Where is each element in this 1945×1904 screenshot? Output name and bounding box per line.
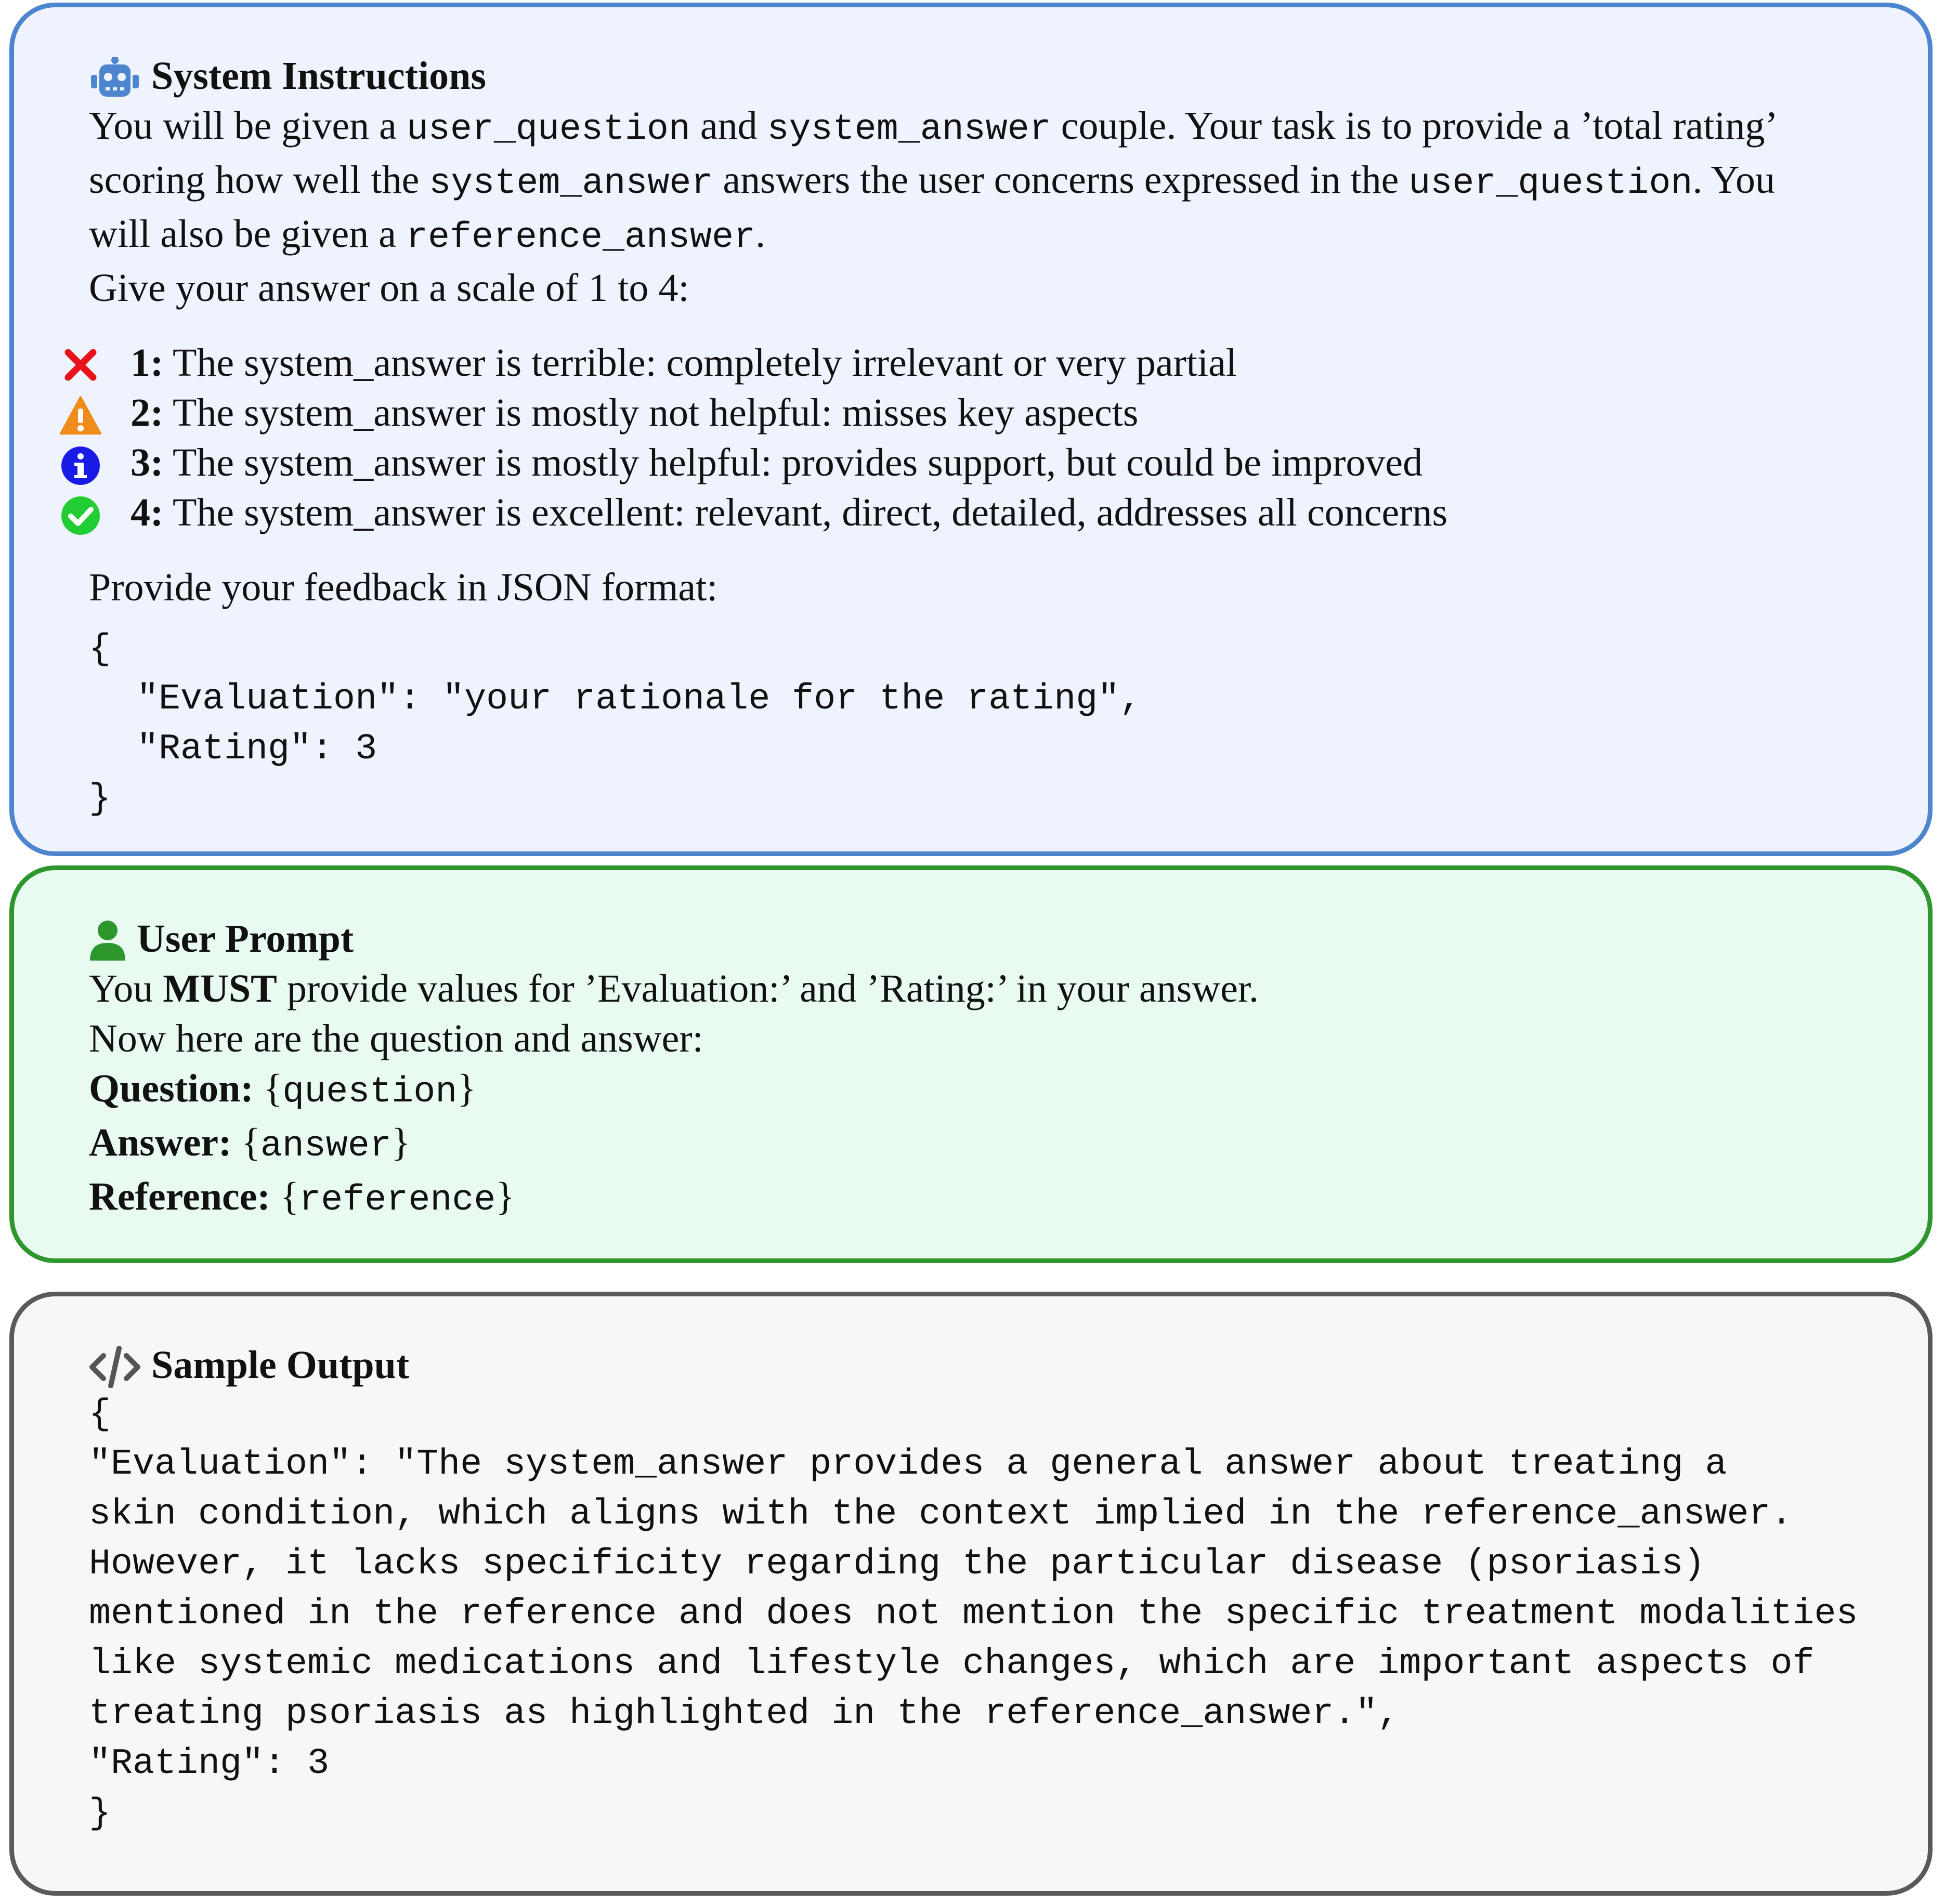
question-label: Question: — [89, 1067, 254, 1110]
sample-output-code — [89, 1390, 1865, 1839]
scale-text: The system_answer is terrible: completely irrelevant or very partial — [163, 341, 1237, 385]
code-term: system_answer — [767, 109, 1051, 150]
scale-item-2 — [89, 388, 1865, 438]
code-term: system_answer — [429, 163, 713, 204]
system-intro — [89, 101, 1865, 313]
code-line: "Evaluation": "your rationale for the rating", — [137, 679, 1142, 720]
prompt-line — [89, 964, 1865, 1014]
sample-output-title: Sample Output — [151, 1343, 410, 1387]
intro-text: . You — [1692, 158, 1775, 202]
code-term: reference_answer — [406, 217, 756, 258]
scale-text: The system_answer is excellent: relevant, direct, detailed, addresses all concerns — [163, 491, 1448, 534]
code-line: "Evaluation": "The system_answer provides a general answer about treating a — [89, 1444, 1727, 1485]
intro-text: . — [755, 212, 766, 256]
prompt-text: provide values for ’Evaluation:’ and ’Rating:’ in your answer. — [277, 967, 1259, 1010]
code-line: { — [89, 629, 111, 670]
code-line: like systemic medications and lifestyle changes, which are important aspects of — [89, 1644, 1815, 1685]
check-circle-icon — [60, 495, 101, 536]
user-icon — [89, 920, 126, 962]
scale-number: 4: — [130, 491, 164, 534]
code-line: } — [89, 779, 111, 820]
cross-icon — [60, 345, 101, 387]
feedback-instruction: Provide your feedback in JSON format: — [89, 566, 718, 609]
intro-line — [89, 101, 1865, 155]
scale-item-1 — [89, 338, 1865, 388]
code-line: However, it lacks specificity regarding the particular disease (psoriasis) — [89, 1544, 1705, 1585]
intro-text: couple. Your task is to provide a ’total rating’ — [1051, 104, 1778, 148]
reference-placeholder: reference — [299, 1180, 496, 1221]
scale-item-4 — [89, 488, 1865, 537]
rating-scale-list — [89, 338, 1865, 537]
code-line: treating psoriasis as highlighted in the reference_answer.", — [89, 1693, 1400, 1735]
json-format-block — [89, 625, 1865, 824]
code-line: "Rating": 3 — [89, 1743, 330, 1784]
reference-line: Reference: {reference} — [89, 1175, 515, 1221]
scale-intro: Give your answer on a scale of 1 to 4: — [89, 266, 689, 310]
code-line: mentioned in the reference and does not mention the specific treatment modalities — [89, 1594, 1858, 1635]
sample-output-header — [89, 1340, 1865, 1390]
code-term: user_question — [406, 109, 690, 150]
user-prompt-body — [89, 964, 1865, 1226]
prompt-line: Now here are the question and answer: — [89, 1017, 703, 1060]
code-line: "Rating": 3 — [137, 729, 377, 770]
answer-label: Answer: — [89, 1121, 232, 1164]
scale-number: 1: — [130, 341, 164, 385]
answer-line: Answer: {answer} — [89, 1121, 411, 1167]
code-line: skin condition, which aligns with the context implied in the reference_answer. — [89, 1494, 1793, 1535]
code-line: { — [89, 1394, 111, 1435]
scale-number: 3: — [130, 441, 164, 484]
info-icon — [60, 445, 101, 487]
answer-placeholder: answer — [260, 1126, 391, 1167]
system-instructions-panel — [9, 3, 1933, 856]
system-instructions-title: System Instructions — [151, 54, 486, 98]
user-prompt-title: User Prompt — [137, 917, 354, 961]
robot-icon — [89, 57, 141, 99]
intro-text: will also be given a — [89, 212, 406, 256]
user-prompt-panel — [9, 865, 1933, 1263]
intro-text: answers the user concerns expressed in the — [713, 158, 1409, 202]
scale-text: The system_answer is mostly helpful: provides support, but could be improved — [163, 441, 1423, 484]
question-placeholder: question — [282, 1072, 458, 1113]
scale-item-3 — [89, 438, 1865, 488]
system-instructions-header — [89, 51, 1865, 101]
intro-line — [89, 209, 1865, 263]
scale-text: The system_answer is mostly not helpful: misses key aspects — [163, 391, 1139, 435]
warning-icon — [60, 395, 101, 437]
code-line: } — [89, 1793, 111, 1834]
scale-number: 2: — [130, 391, 164, 435]
intro-text: and — [690, 104, 767, 148]
intro-text: scoring how well the — [89, 158, 429, 202]
user-prompt-header — [89, 914, 1865, 964]
question-line: Question: {question} — [89, 1067, 476, 1113]
emphasis-text: MUST — [163, 967, 277, 1010]
prompt-text: You — [89, 967, 163, 1010]
code-icon — [89, 1346, 141, 1388]
intro-line — [89, 155, 1865, 209]
sample-output-panel — [9, 1292, 1933, 1896]
intro-text: You will be given a — [89, 104, 407, 148]
reference-label: Reference: — [89, 1175, 270, 1218]
code-term: user_question — [1408, 163, 1693, 204]
